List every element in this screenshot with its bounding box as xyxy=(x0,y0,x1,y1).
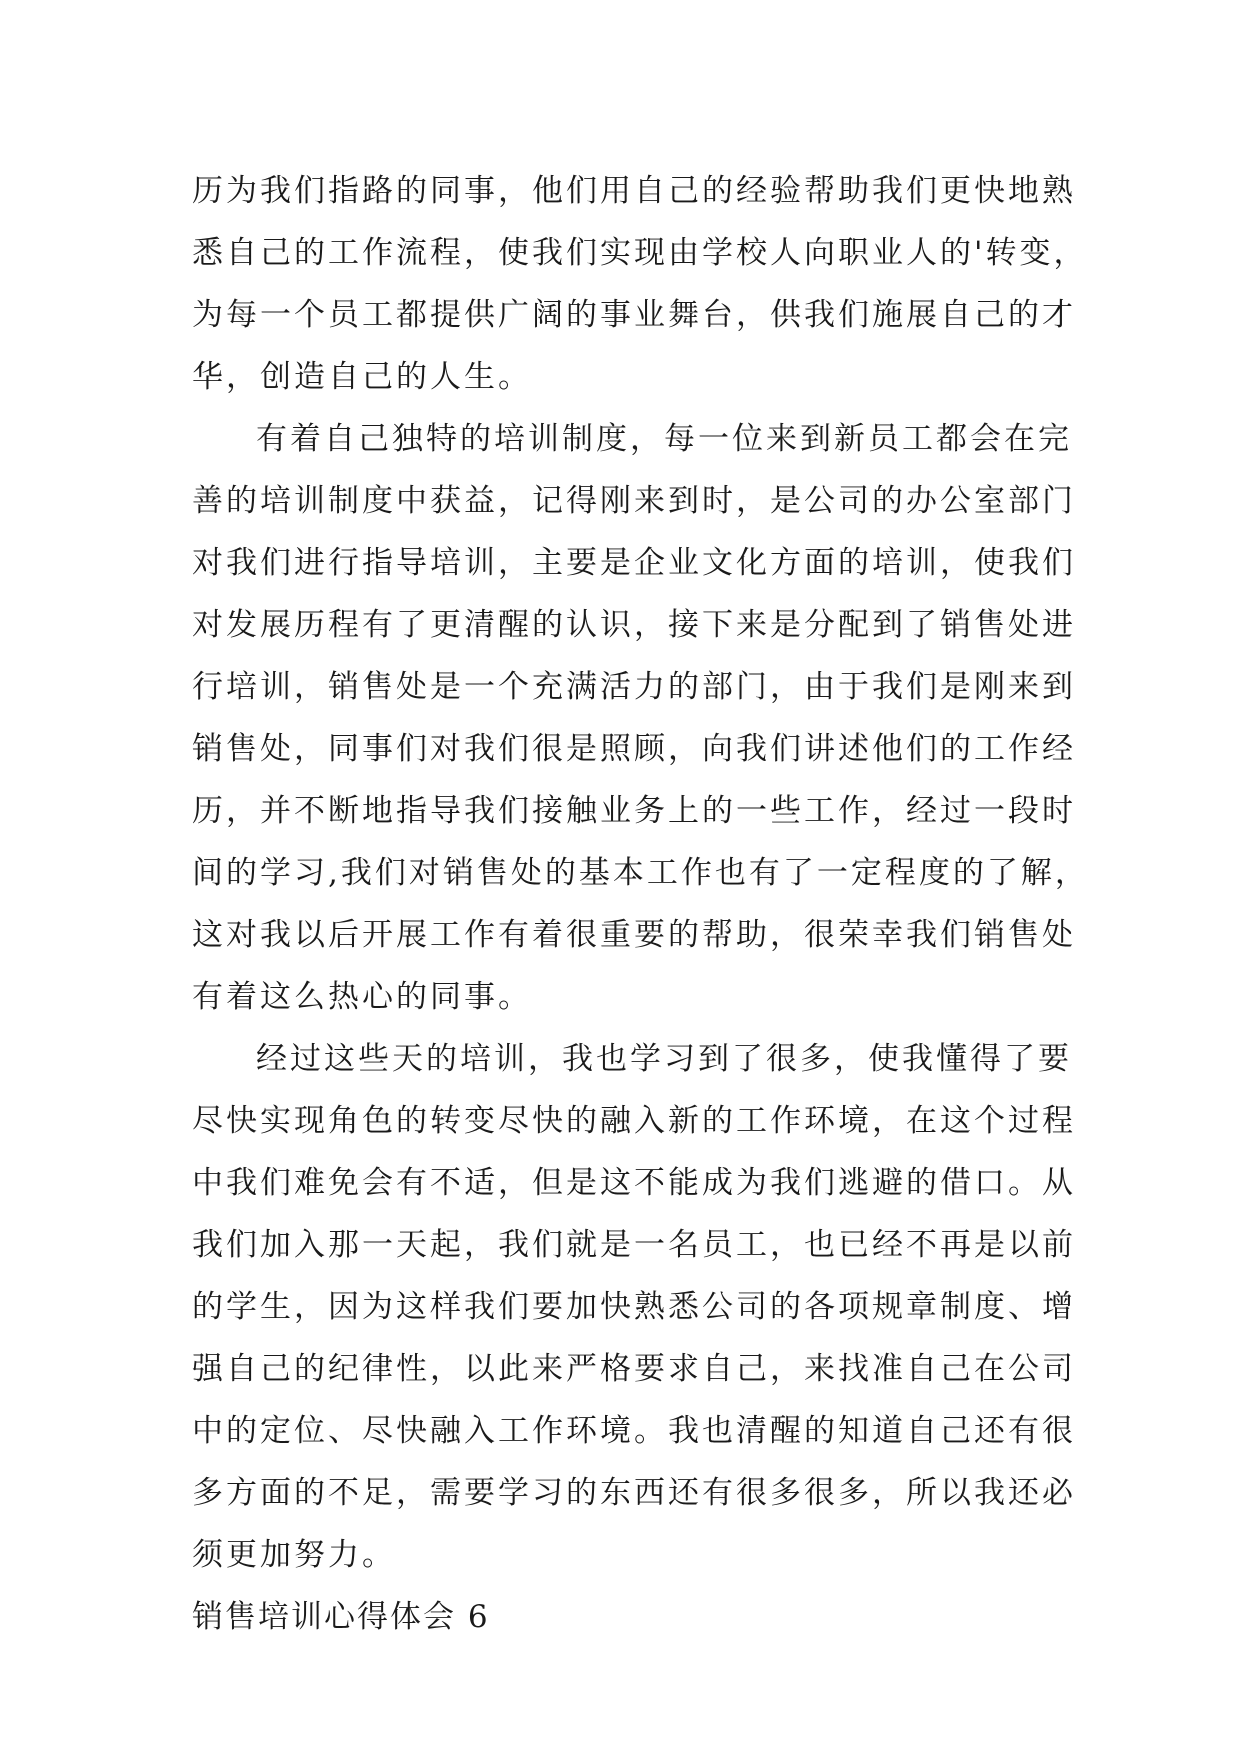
text-line: 须更加努力。 xyxy=(192,1537,396,1573)
text-line: 这对我以后开展工作有着很重要的帮助，很荣幸我们销售处 xyxy=(192,917,1076,953)
text-line: 经过这些天的培训，我也学习到了很多，使我懂得了要 xyxy=(256,1041,1072,1077)
text-line: 我们加入那一天起，我们就是一名员工，也已经不再是以前 xyxy=(192,1227,1076,1263)
text-line: 尽快实现角色的转变尽快的融入新的工作环境，在这个过程 xyxy=(192,1103,1076,1139)
text-line: 有着这么热心的同事。 xyxy=(192,979,532,1015)
text-line: 有着自己独特的培训制度，每一位来到新员工都会在完 xyxy=(256,421,1072,457)
text-line: 中的定位、尽快融入工作环境。我也清醒的知道自己还有很 xyxy=(192,1413,1076,1449)
paragraph-1 xyxy=(192,160,1088,408)
paragraph-2 xyxy=(192,408,1089,1028)
text-line: 对我们进行指导培训，主要是企业文化方面的培训，使我们 xyxy=(192,545,1076,581)
text-line: 历为我们指路的同事，他们用自己的经验帮助我们更快地熟 xyxy=(192,173,1076,209)
text-line: 多方面的不足，需要学习的东西还有很多很多，所以我还必 xyxy=(192,1475,1076,1511)
text-line: 中我们难免会有不适，但是这不能成为我们逃避的借口。从 xyxy=(192,1165,1076,1201)
text-line: 善的培训制度中获益，记得刚来到时，是公司的办公室部门 xyxy=(192,483,1076,519)
text-line: 行培训，销售处是一个充满活力的部门，由于我们是刚来到 xyxy=(192,669,1076,705)
document-body xyxy=(192,160,1089,1648)
section-heading: 销售培训心得体会 6 xyxy=(192,1599,490,1635)
text-line: 为每一个员工都提供广阔的事业舞台，供我们施展自己的才 xyxy=(192,297,1076,333)
text-line: 华，创造自己的人生。 xyxy=(192,359,532,395)
paragraph-3 xyxy=(192,1028,1076,1586)
text-line: 销售处，同事们对我们很是照顾，向我们讲述他们的工作经 xyxy=(192,731,1076,767)
text-line: 间的学习,我们对销售处的基本工作也有了一定程度的了解， xyxy=(192,855,1089,891)
text-line: 悉自己的工作流程，使我们实现由学校人向职业人的'转变， xyxy=(192,235,1088,271)
text-line: 对发展历程有了更清醒的认识，接下来是分配到了销售处进 xyxy=(192,607,1076,643)
text-line: 强自己的纪律性，以此来严格要求自己，来找准自己在公司 xyxy=(192,1351,1076,1387)
text-line: 的学生，因为这样我们要加快熟悉公司的各项规章制度、增 xyxy=(192,1289,1076,1325)
text-line: 历，并不断地指导我们接触业务上的一些工作，经过一段时 xyxy=(192,793,1076,829)
